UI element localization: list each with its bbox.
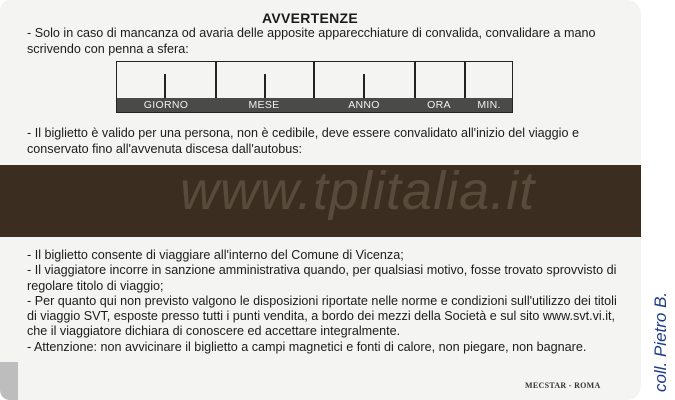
warnings-title: AVVERTENZE xyxy=(261,10,359,26)
rule-item: - Per quanto qui non previsto valgono le disposizioni riportate nelle norme e condizioni sull'utilizzo dei titoli di viaggio SVT, esposte presso tutti i punti vendita, a bordo dei mezzi della Società e sul sito www.svt.vi.it, che il viaggiatore dichiara di conoscere ed accettare integralmente. xyxy=(27,293,617,339)
minute-cell xyxy=(464,62,512,98)
date-field-labels xyxy=(117,98,512,112)
manual-validation-grid xyxy=(116,61,513,113)
rules-list xyxy=(27,248,627,355)
validity-text: - Il biglietto è valido per una persona, non è cedibile, deve essere convalidato all'inizio del viaggio e conservato fino all'avvenuta discesa dall'autobus: xyxy=(27,126,579,156)
rule-item: - Il biglietto consente di viaggiare all'interno del Comune di Vicenza; xyxy=(27,248,404,262)
label-giorno: GIORNO xyxy=(143,99,189,111)
intro-text: - Solo in caso di mancanza od avaria delle apposite apparecchiature di convalida, convalidare a mano scrivendo con penna a sfera: xyxy=(27,26,596,56)
rule-item: - Attenzione: non avvicinare il biglietto a campi magnetici e fonti di calore, non piegare, non bagnare. xyxy=(27,339,587,354)
card-corner xyxy=(0,362,18,400)
label-anno: ANNO xyxy=(348,99,380,111)
watermark-text: www.tplitalia.it xyxy=(180,161,536,221)
hour-cell xyxy=(414,62,464,98)
rule-item: - Il viaggiatore incorre in sanzione amministrativa quando, per qualsiasi motivo, fosse trovato sprovvisto di regolare titolo di viaggio; xyxy=(27,263,617,293)
collection-credit: coll. Pietro B. xyxy=(651,291,670,392)
label-min: MIN. xyxy=(477,99,501,111)
maker-imprint: MECSTAR - ROMA xyxy=(525,381,601,390)
label-ora: ORA xyxy=(427,99,451,111)
label-mese: MESE xyxy=(248,99,280,111)
month-cell xyxy=(215,62,313,98)
year-cell xyxy=(313,62,414,98)
